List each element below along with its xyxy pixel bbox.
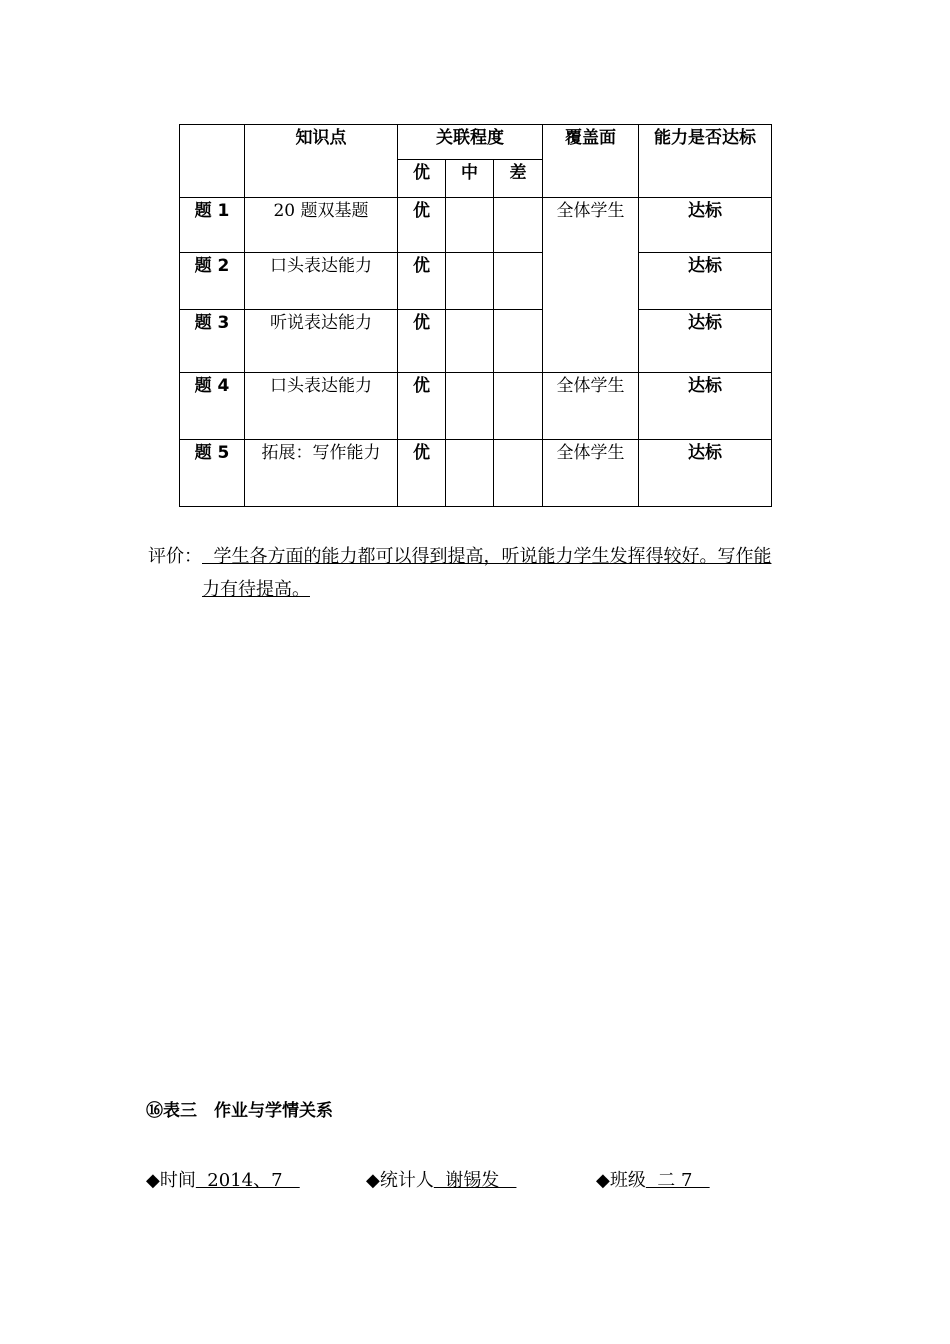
empty-cell [494, 440, 543, 507]
table-row [180, 198, 772, 253]
knowledge-cell: 听说表达能力 [245, 310, 398, 373]
corner-cell [180, 125, 245, 198]
knowledge-cell: 20 题双基题 [245, 198, 398, 253]
question-cell: 题 2 [180, 253, 245, 310]
relevance-cell: 优 [398, 310, 446, 373]
empty-cell [446, 253, 494, 310]
relevance-cell: 优 [398, 373, 446, 440]
question-cell: 题 4 [180, 373, 245, 440]
time-label: ◆时间 [146, 1170, 196, 1191]
time-value: 2014、7 [195, 1170, 300, 1191]
empty-cell [494, 373, 543, 440]
time-field [146, 1166, 300, 1192]
empty-cell [446, 310, 494, 373]
coverage-cell: 全体学生 [543, 198, 639, 373]
ability-cell: 达标 [639, 253, 772, 310]
empty-cell [494, 310, 543, 373]
header-knowledge: 知识点 [245, 125, 398, 198]
statistician-field [366, 1166, 516, 1192]
knowledge-table [179, 124, 772, 507]
ability-cell: 达标 [639, 440, 772, 507]
class-value: 二 7 [645, 1170, 710, 1191]
table-row [180, 440, 772, 507]
question-cell: 题 3 [180, 310, 245, 373]
knowledge-cell: 口头表达能力 [245, 253, 398, 310]
empty-cell [446, 198, 494, 253]
table-row [180, 253, 772, 310]
ability-cell: 达标 [639, 310, 772, 373]
knowledge-cell: 口头表达能力 [245, 373, 398, 440]
empty-cell [494, 198, 543, 253]
question-cell: 题 5 [180, 440, 245, 507]
header-rel-good: 优 [398, 160, 446, 198]
header-coverage: 覆盖面 [543, 125, 639, 198]
coverage-cell: 全体学生 [543, 440, 639, 507]
empty-cell [446, 373, 494, 440]
relevance-cell: 优 [398, 253, 446, 310]
header-ability: 能力是否达标 [639, 125, 772, 198]
question-cell: 题 1 [180, 198, 245, 253]
section-heading: ⑯表三 作业与学情关系 [146, 1101, 333, 1121]
header-rel-poor: 差 [494, 160, 543, 198]
table-row [180, 373, 772, 440]
evaluation-text-line1: 学生各方面的能力都可以得到提高，听说能力学生发挥得较好。写作能 [202, 546, 772, 567]
relevance-cell: 优 [398, 198, 446, 253]
header-relevance: 关联程度 [398, 125, 543, 160]
evaluation-text-line2: 力有待提高。 [202, 579, 310, 600]
relevance-cell: 优 [398, 440, 446, 507]
class-field [596, 1166, 710, 1192]
header-rel-mid: 中 [446, 160, 494, 198]
statistician-label: ◆统计人 [366, 1170, 434, 1191]
empty-cell [494, 253, 543, 310]
class-label: ◆班级 [596, 1170, 646, 1191]
evaluation-continuation [148, 573, 813, 606]
table-row [180, 310, 772, 373]
ability-cell: 达标 [639, 198, 772, 253]
statistician-value: 谢锡发 [433, 1170, 517, 1191]
evaluation-paragraph [148, 540, 813, 606]
knowledge-cell: 拓展：写作能力 [245, 440, 398, 507]
evaluation-label: 评价： [148, 546, 202, 567]
ability-cell: 达标 [639, 373, 772, 440]
coverage-cell: 全体学生 [543, 373, 639, 440]
empty-cell [446, 440, 494, 507]
